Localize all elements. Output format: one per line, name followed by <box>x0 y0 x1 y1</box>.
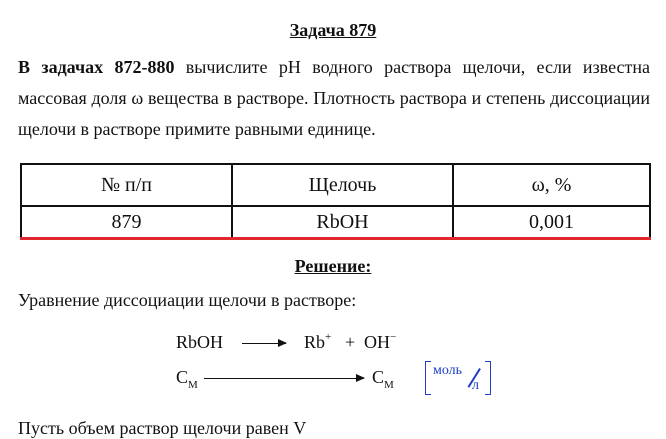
table-header-row <box>21 164 650 206</box>
product-oh-symbol: OH <box>364 332 390 352</box>
bracket-right <box>485 361 491 395</box>
cell-alkali: RbOH <box>232 206 453 239</box>
table-row <box>21 206 650 239</box>
unit-denominator: л <box>472 378 479 393</box>
concentration-left <box>176 367 198 391</box>
concentration-right-sub: М <box>384 379 394 391</box>
data-table <box>20 163 651 240</box>
unit-bracket <box>425 361 491 395</box>
reaction-arrow <box>242 343 286 344</box>
header-mass-fraction: ω, % <box>453 164 650 206</box>
product-rb-charge: + <box>325 331 332 343</box>
partial-line: Пусть объем раствор щелочи равен V <box>18 418 307 438</box>
concentration-left-sub: М <box>188 379 198 391</box>
concentration-right-symbol: C <box>372 367 385 387</box>
plus-sign: + <box>345 332 356 352</box>
problem-title: Задача 879 <box>289 20 377 40</box>
concentration-left-symbol: C <box>176 367 189 387</box>
concentration-right <box>372 367 394 391</box>
header-alkali: Щелочь <box>232 164 453 206</box>
header-number: № п/п <box>21 164 232 206</box>
problem-text: вычислите pH водного раствора щелочи, если известна массовая доля ω вещества в растворе. Плотность раствора и степень диссоциации щелочи в растворе примите равными единице. <box>18 57 650 139</box>
problem-range: В задачах 872-880 <box>18 57 175 77</box>
cell-number: 879 <box>21 206 232 239</box>
equation-caption: Уравнение диссоциации щелочи в растворе: <box>18 290 357 310</box>
product-rb-symbol: Rb <box>304 332 326 352</box>
product-oh-charge: − <box>390 331 397 343</box>
solution-heading: Решение: <box>294 256 372 276</box>
concentration-arrow <box>204 378 364 379</box>
product-oh <box>364 332 396 353</box>
product-rb <box>304 332 331 353</box>
problem-statement <box>18 52 650 145</box>
bracket-left <box>425 361 431 395</box>
reactant: RbOH <box>176 332 224 352</box>
cell-mass-fraction: 0,001 <box>453 206 650 239</box>
unit-numerator: моль <box>433 363 463 378</box>
